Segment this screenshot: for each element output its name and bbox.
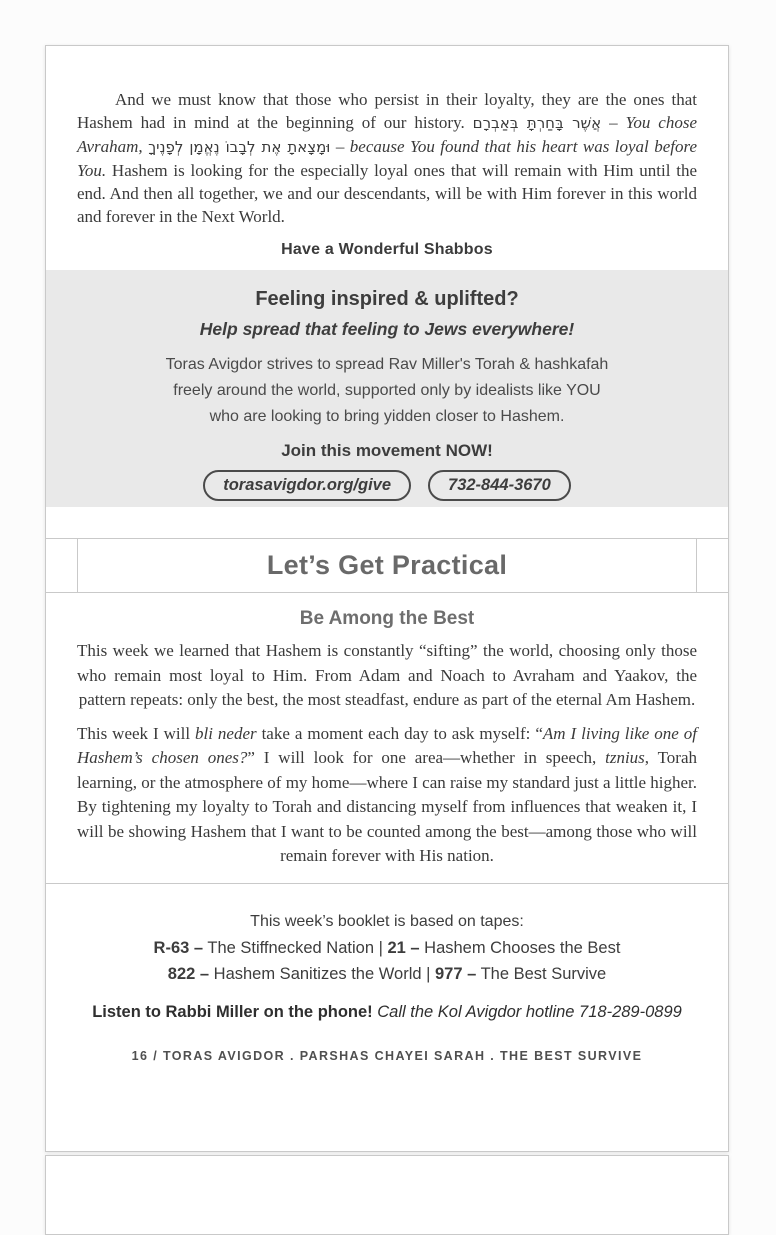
- tape-line-2: [46, 961, 728, 987]
- translation-2: because You found that his heart was loyal before You.: [77, 137, 698, 180]
- donation-subheading: Help spread that feeling to Jews everywhere!: [199, 319, 575, 339]
- shabbos-greeting: Have a Wonderful Shabbos: [281, 241, 493, 258]
- donation-body: [86, 352, 688, 430]
- tapes-intro: This week’s booklet is based on tapes:: [250, 912, 524, 930]
- dash-2: –: [330, 137, 350, 156]
- page-footer-caption: 16 / TORAS AVIGDOR . PARSHAS CHAYEI SARAH . THE BEST SURVIVE: [131, 1048, 643, 1063]
- donation-body-line-2: freely around the world, supported only by idealists like YOU: [173, 382, 601, 399]
- practical-paragraph-1: This week we learned that Hashem is constantly “sifting” the world, choosing only those who remain most loyal to Him. From Adam and Noach to Avraham and Yaakov, the pattern repeats: only the best, the most steadfast, endure as part of the eternal Am Hashem.: [77, 641, 697, 709]
- donation-heading: Feeling inspired & uplifted?: [255, 288, 519, 310]
- tape-title: The Best Survive: [476, 964, 607, 983]
- next-page-card: [45, 1155, 729, 1235]
- booklet-page: [45, 45, 729, 1152]
- donation-buttons-row: [86, 470, 688, 501]
- website-pill-button[interactable]: torasavigdor.org/give: [203, 470, 411, 501]
- tape-title: The Stiffnecked Nation |: [203, 938, 388, 957]
- hotline-label: Listen to Rabbi Miller on the phone!: [92, 1002, 378, 1021]
- practical-banner-title: Let’s Get Practical: [266, 550, 508, 580]
- practical-subtitle: Be Among the Best: [299, 608, 475, 629]
- donation-body-line-1: Toras Avigdor strives to spread Rav Miller's Torah & hashkafah: [165, 356, 609, 373]
- tape-number: 822 –: [167, 964, 210, 983]
- p2-italic-1: bli neder: [195, 723, 257, 743]
- phone-pill-button[interactable]: 732-844-3670: [428, 470, 571, 501]
- p2-italic-3: tznius: [605, 748, 645, 767]
- donation-cta: Join this movement NOW!: [281, 441, 493, 460]
- hebrew-phrase-1: אֲשֶׁר בָּחַרְתָּ בְּאַבְרָם: [472, 114, 602, 132]
- hebrew-phrase-2: וּמָצָאתָ אֶת לְבָבוֹ נֶאֱמָן לְפָנֶיךָ: [148, 138, 331, 156]
- intro-text-2: Hashem is looking for the especially loyal ones that will remain with Him until the end. And then all together, we and our descendants, will be with Him forever in this world and forever in the Next World.: [77, 161, 697, 226]
- p2-text-4: , Torah learning, or the atmosphere of my home—where I can raise my standard just a little higher. By tightening my loyalty to Torah and distancing myself from influences that weaken it, I will be showing Hashem that I want to be counted among the best—among those who will remain forever with His nation.: [77, 748, 697, 865]
- tape-line-1: [46, 935, 728, 961]
- donation-callout-box: [46, 270, 728, 507]
- intro-paragraph: [77, 88, 697, 228]
- intro-text-1: And we must know that those who persist in their loyalty, they are the ones that Hashem had in mind at the beginning of our history.: [77, 90, 697, 132]
- tape-number: 21 –: [387, 938, 420, 957]
- translation-1: You chose Avraham,: [77, 113, 697, 156]
- practical-paragraph-2: [77, 722, 697, 869]
- dash-1: –: [601, 113, 626, 132]
- p2-text-2: take a moment each day to ask myself: “: [256, 723, 543, 743]
- hotline-line: [46, 1001, 728, 1023]
- practical-banner: [46, 538, 728, 593]
- p2-text-1: This week I will: [77, 723, 196, 743]
- tape-title: Hashem Sanitizes the World |: [209, 964, 435, 983]
- p2-italic-2: Am I living like one of Hashem’s chosen ones?: [77, 723, 697, 767]
- tape-number: 977 –: [435, 964, 477, 983]
- tape-title: Hashem Chooses the Best: [419, 938, 621, 957]
- footer-tapes-section: [46, 883, 728, 1063]
- donation-body-line-3: who are looking to bring yidden closer to Hashem.: [209, 408, 565, 425]
- practical-banner-inner: [77, 539, 697, 592]
- tape-number: R-63 –: [153, 938, 204, 957]
- hotline-number: Call the Kol Avigdor hotline 718-289-0899: [377, 1002, 682, 1021]
- p2-text-3: ” I will look for one area—whether in speech,: [247, 748, 606, 767]
